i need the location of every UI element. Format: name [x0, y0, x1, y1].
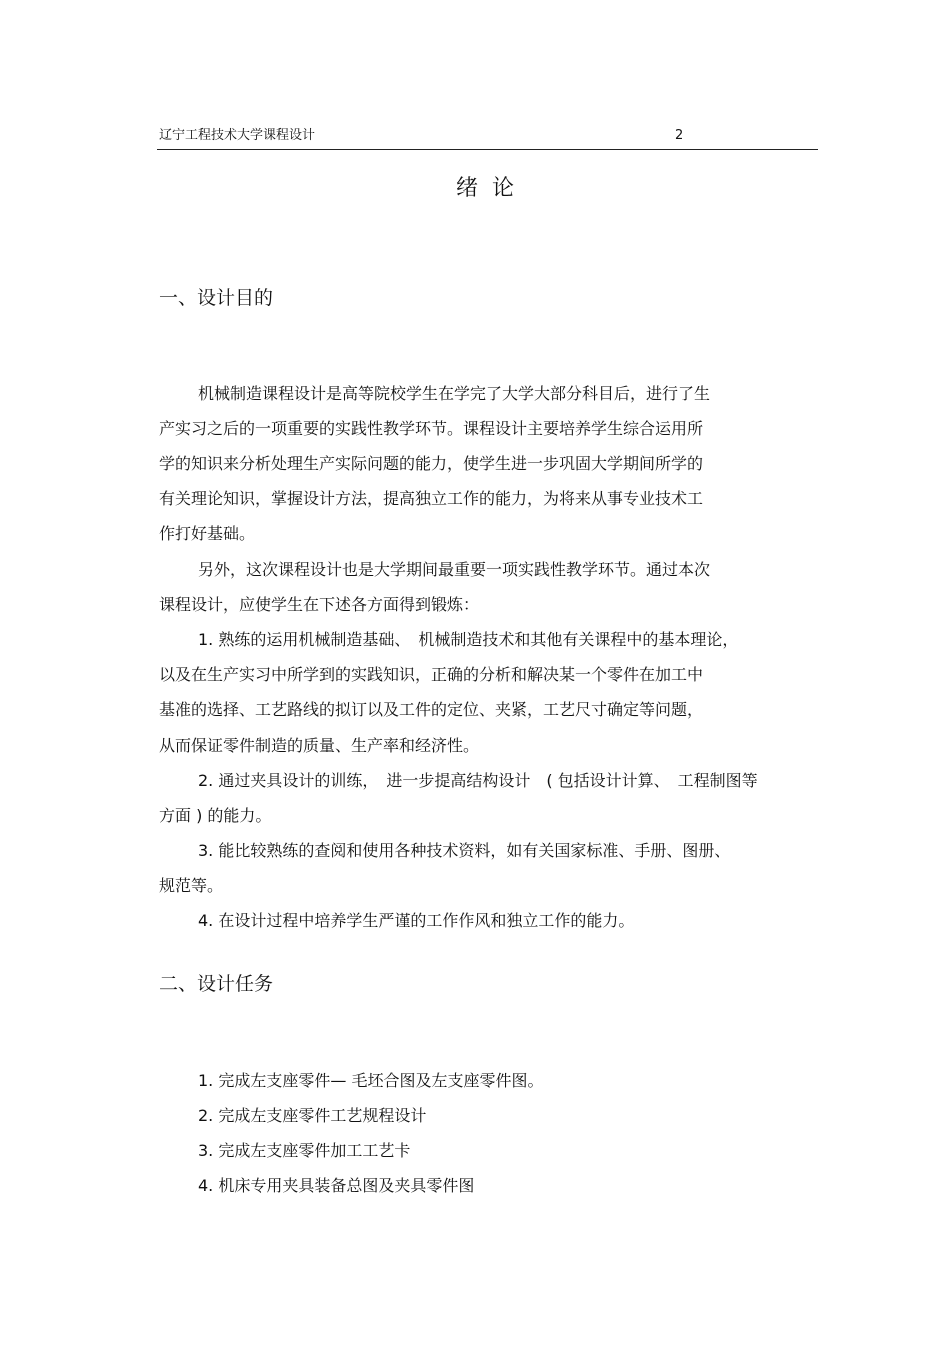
list-item: 3. 完成左支座零件加工工艺卡 — [198, 1141, 411, 1160]
paragraph-line: 从而保证零件制造的质量、生产率和经济性。 — [159, 736, 480, 755]
paragraph-line: 有关理论知识，掌握设计方法，提高独立工作的能力，为将来从事专业技术工 — [159, 489, 704, 508]
paragraph-line: 以及在生产实习中所学到的实践知识，正确的分析和解决某一个零件在加工中 — [159, 665, 704, 684]
paragraph-line: 规范等。 — [159, 876, 224, 895]
paragraph-line: 基准的选择、工艺路线的拟订以及工件的定位、夹紧，工艺尺寸确定等问题， — [159, 700, 704, 719]
list-item: 4. 机床专用夹具装备总图及夹具零件图 — [198, 1176, 475, 1195]
paragraph-line: 作打好基础。 — [159, 524, 256, 543]
list-item: 4. 在设计过程中培养学生严谨的工作作风和独立工作的能力。 — [198, 911, 635, 930]
paragraph-line: 学的知识来分析处理生产实际问题的能力，使学生进一步巩固大学期间所学的 — [159, 454, 704, 473]
paragraph-line: 产实习之后的一项重要的实践性教学环节。课程设计主要培养学生综合运用所 — [159, 419, 704, 438]
paragraph-line: 另外，这次课程设计也是大学期间最重要一项实践性教学环节。通过本次 — [198, 560, 711, 579]
header-divider — [157, 149, 818, 150]
paragraph-line: 机械制造课程设计是高等院校学生在学完了大学大部分科目后，进行了生 — [198, 384, 711, 403]
section-heading-design-purpose: 一、设计目的 — [159, 287, 274, 309]
document-title: 绪论 — [456, 176, 529, 201]
paragraph-line: 方面 ) 的能力。 — [159, 806, 272, 825]
header-title: 辽宁工程技术大学课程设计 — [159, 128, 316, 143]
page-number: 2 — [675, 128, 684, 143]
list-item: 1. 完成左支座零件— 毛坯合图及左支座零件图。 — [198, 1071, 544, 1090]
list-item: 3. 能比较熟练的查阅和使用各种技术资料，如有关国家标准、手册、图册、 — [198, 841, 731, 860]
section-heading-design-tasks: 二、设计任务 — [159, 973, 274, 995]
list-item: 1. 熟练的运用机械制造基础、 机械制造技术和其他有关课程中的基本理论， — [198, 630, 739, 649]
list-item: 2. 通过夹具设计的训练， 进一步提高结构设计 ( 包括设计计算、 工程制图等 — [198, 771, 758, 790]
paragraph-line: 课程设计，应使学生在下述各方面得到锻炼： — [159, 595, 480, 614]
list-item: 2. 完成左支座零件工艺规程设计 — [198, 1106, 427, 1125]
